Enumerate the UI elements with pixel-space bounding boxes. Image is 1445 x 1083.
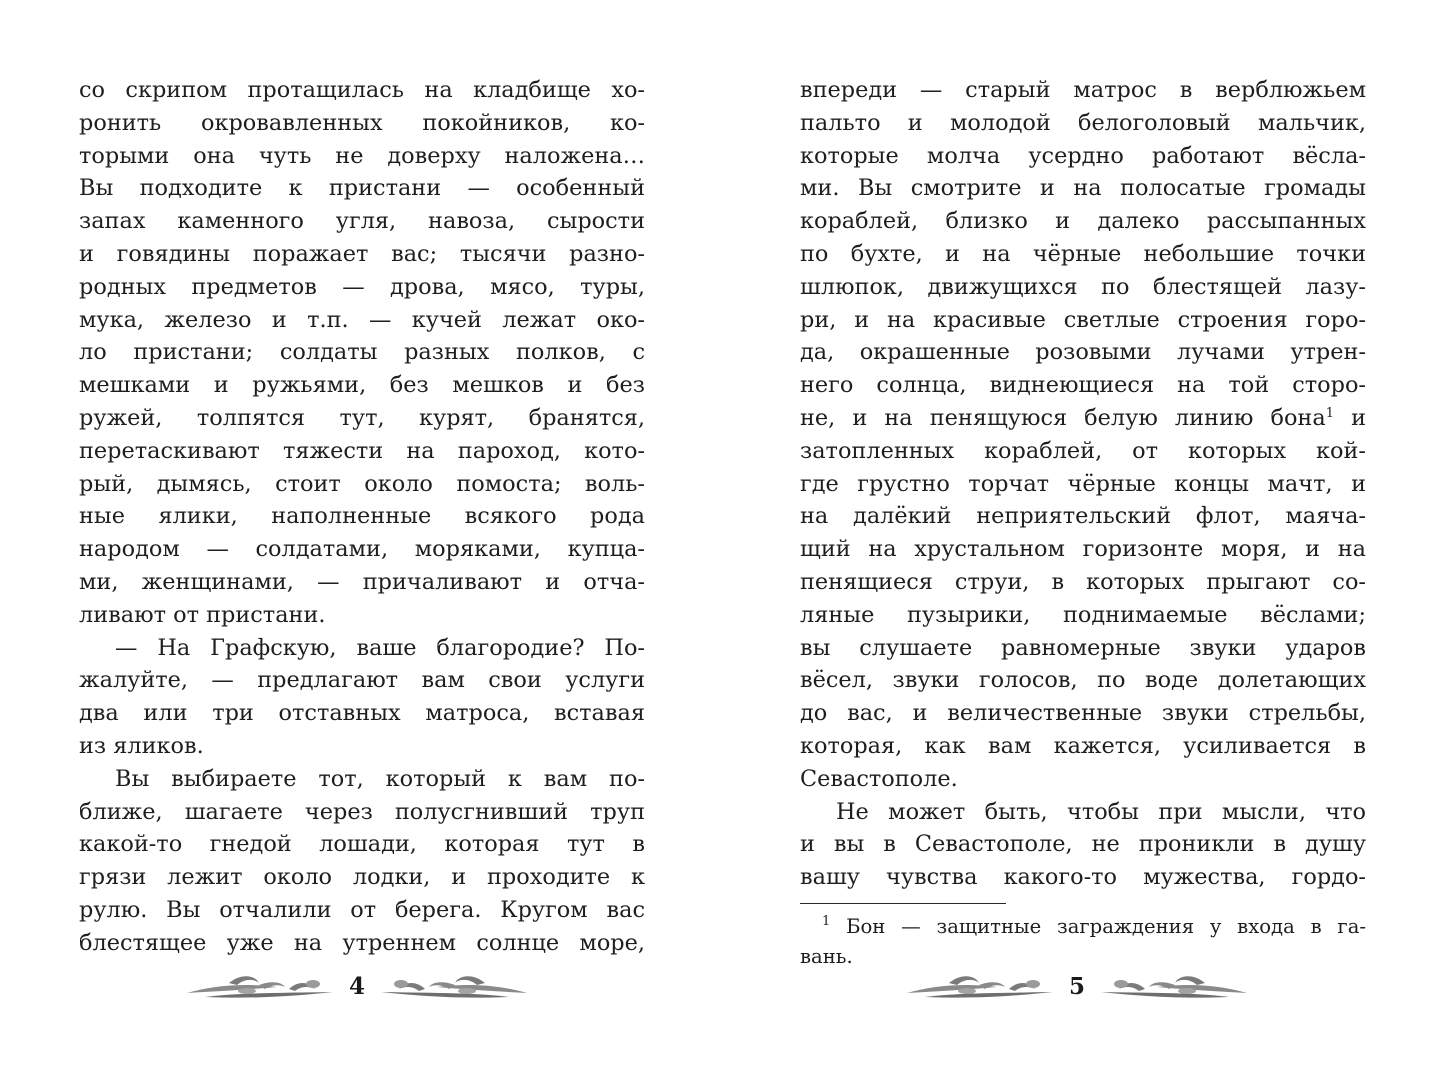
text-line: него солнца, виднеющиеся на той сторо- [800,372,1366,399]
text-line: кораблей, близко и далеко рассыпанных [800,208,1366,235]
text-line: ные ялики, наполненные всякого рода [79,503,645,530]
text-line: пальто и молодой белоголовый мальчик, [800,109,1366,136]
text-line: ближе, шагаете через полусгнивший труп [79,798,645,825]
footnote-line: вань. [800,945,853,968]
text-line: грязи лежит около лодки, и проходите к [79,864,645,891]
text-line: ляные пузырики, поднимаемые вёслами; [800,601,1366,628]
text-line: народом — солдатами, моряками, купца- [79,536,645,563]
text-line: вёсел, звуки голосов, по воде долетающих [800,667,1366,694]
text-line: жалуйте, — предлагают вам свои услуги [79,667,645,694]
text-line: родных предметов — дрова, мясо, туры, [79,273,645,300]
footnote-reference: 1 [1325,405,1334,421]
text-line: пенящиеся струи, в которых прыгают со- [800,568,1366,595]
text-line: ло пристани; солдаты разных полков, с [79,339,645,366]
text-line: Вы выбираете тот, который к вам по- [115,765,645,792]
text-line-with-footnote-ref [800,402,1366,435]
ornament-right-flourish-icon [1099,969,1249,1003]
text-line: на далёкий неприятельский флот, маяча- [800,503,1366,530]
right-page-text [800,74,1366,894]
page-footer-right [905,966,1249,1006]
text-line: шлюпок, движущихся по блестящей лазу- [800,273,1366,300]
ornament-right-flourish-icon [379,969,529,1003]
text-line-tail: и [1333,404,1366,431]
text-line: рый, дымясь, стоит около помоста; воль- [79,470,645,497]
ornament-left-flourish-icon [905,969,1055,1003]
text-line: да, окрашенные розовыми лучами утрен- [800,339,1366,366]
text-line-body: не, и на пенящуюся белую линию бона [800,404,1326,431]
text-line: рулю. Вы отчалили от берега. Кругом вас [79,896,645,923]
footnote-text: Бон — защитные заграждения у входа в га- [830,915,1366,938]
text-line: мука, железо и т.п. — кучей лежат око- [79,306,645,333]
footnote-divider [800,903,1006,904]
text-line: которая, как вам кажется, усиливается в [800,732,1366,759]
left-page-text [79,74,645,960]
text-line: из яликов. [79,732,204,759]
footnote-marker: 1 [822,914,831,929]
text-line: Севастополе. [800,765,958,792]
text-line: перетаскивают тяжести на пароход, кото- [79,437,645,464]
text-line: вы слушаете равномерные звуки ударов [800,634,1366,661]
text-line: ливают от пристани. [79,601,326,628]
text-line: ри, и на красивые светлые строения горо- [800,306,1366,333]
text-line: ми, женщинами, — причаливают и отча- [79,568,645,595]
text-line: какой-то гнедой лошади, которая тут в [79,831,645,858]
text-line: и говядины поражает вас; тысячи разно- [79,240,645,267]
text-line: блестящее уже на утреннем солнце море, [79,929,645,956]
text-line: Вы подходите к пристани — особенный [79,175,645,202]
text-line: до вас, и величественные звуки стрельбы, [800,700,1366,727]
text-line: впереди — старый матрос в верблюжьем [800,77,1366,103]
text-line: затопленных кораблей, от которых кой- [800,437,1366,464]
text-line: Не может быть, чтобы при мысли, что [836,798,1366,825]
text-line: со скрипом протащилась на кладбище хо- [79,77,645,103]
text-line: — На Графскую, ваше благородие? По- [115,634,645,661]
text-line: ружей, толпятся тут, курят, бранятся, [79,404,645,431]
text-line: щий на хрустальном горизонте моря, и на [800,536,1366,563]
text-line: торыми она чуть не доверху наложена… [79,142,645,169]
text-line: по бухте, и на чёрные небольшие точки [800,240,1366,267]
text-line: мешками и ружьями, без мешков и без [79,372,645,399]
footnote [800,912,1366,972]
text-line: запах каменного угля, навоза, сырости [79,208,645,235]
ornament-left-flourish-icon [185,969,335,1003]
page-number: 5 [1068,972,1085,1000]
text-line: и вы в Севастополе, не проникли в душу [800,831,1366,858]
text-line: где грустно торчат чёрные концы мачт, и [800,470,1366,497]
page-footer-left [185,966,529,1006]
text-line: два или три отставных матроса, вставая [79,700,645,727]
text-line: ронить окровавленных покойников, ко- [79,109,645,136]
text-line: вашу чувства какого-то мужества, гордо- [800,864,1366,891]
text-line: ми. Вы смотрите и на полосатые громады [800,175,1366,202]
footnote-line [800,912,1366,942]
page-number: 4 [348,972,365,1000]
text-line: которые молча усердно работают вёсла- [800,142,1366,169]
